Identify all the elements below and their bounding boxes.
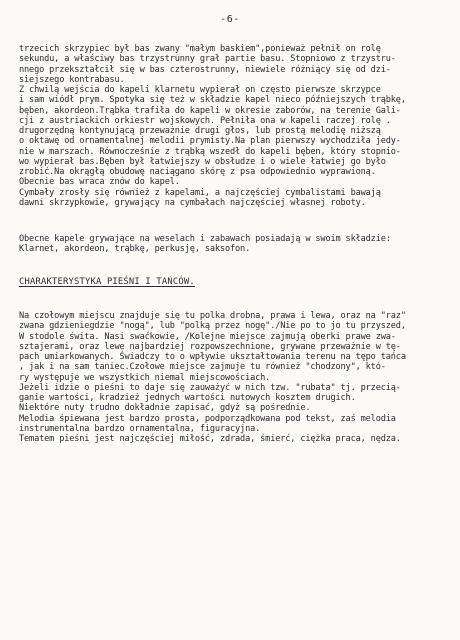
text-line: Na czołowym miejscu znajduje się tu polka drobna, prawa i lewa, oraz na "raz" [19, 311, 406, 321]
text-line: dawni skrzypkowie, grywający na cymbałach najczęściej własnej roboty. [19, 197, 366, 208]
text-line: Niektóre nuty trudno dokładnie zapisać, gdyż są pośrednie. [19, 403, 311, 414]
paragraph-modern-bands [19, 234, 449, 255]
text-line: ry występuje we wszystkich niemal miejscowościach. [19, 372, 271, 383]
text-line: wo wypierał bas.Bęben był łatwiejszy w obsłudze i o wiele łatwiej go było [19, 156, 386, 167]
text-line: cji z austriackich orkiestr wojskowych. Pełniła ona w kapeli raczej rolę . [19, 115, 391, 126]
paragraph-songs-dances [19, 311, 449, 444]
page-number: -6- [220, 14, 240, 25]
text-line: bęben, akordeon.Trąbka trafiła do kapeli w okresie zaborów, na terenie Gali- [19, 105, 401, 116]
text-line: i sam wiódł prym. Spotyka się też w składzie kapel nieco późniejszych trąbkę, [19, 95, 406, 106]
text-line: Tematem pieśni jest najczęściej miłość, zdrada, śmierć, ciężka praca, nędza. [19, 434, 401, 444]
text-line: ganie wartości, kradzież jednych wartości nutowych kosztem drugich. [19, 393, 356, 403]
text-line: Obecnie bas wraca znów do kapel. [19, 177, 180, 188]
text-line: trzecich skrzypiec był bas zwany "małym baskiem",ponieważ pełnił on rolę [19, 44, 381, 54]
text-line: siejszego kontrabasu. [19, 74, 125, 85]
text-line: Cymbały zrosły się również z kapelami, a najczęściej cymbalistami bawają [19, 187, 381, 198]
text-line: drugorzędną kontynującą przeważnie drugi głos, lub prostą melodię niższą [19, 126, 381, 136]
paragraph-instruments [19, 44, 449, 208]
text-line: sekundu, a właściwy bas trzystrunny grał partie basu. Stopniowo z trzystru- [19, 54, 396, 65]
text-line: instrumentalna bardzo ornamentalna, figuracyjna. [19, 423, 261, 434]
text-line: pach umiarkowanych. Świadczy to o wpływie ukształtowania terenu na tępo tańca [19, 352, 406, 362]
text-line: nnego przekształcił się w bas czterostrunny, niewiele różniący się od dzi- [19, 64, 391, 75]
text-line: zwana gdzieniegdzie "nogą", lub "polką przez nogę"./Nie po to jo tu przyszed, [19, 321, 406, 332]
text-line: o oktawę od ornamentalnej melodii prymisty.Na plan pierwszy wychodziła jedy- [19, 136, 401, 147]
text-line: Obecne kapele grywające na weselach i zabawach posiadają w swoim składzie: [19, 234, 391, 244]
text-line: Z chwilą wejścia do kapeli klarnetu wypierał on często pierwsze skrzypce [19, 85, 381, 95]
text-line: Melodia śpiewana jest bardzo prosta, podporządkowana pod tekst, zaś melodia [19, 413, 396, 424]
text-line: W stodole świta. Nasi swaćkowie, /Kolejne miejsce zajmują oberki prawe zwa- [19, 331, 396, 342]
text-line: Klarnet, akordeon, trąbkę, perkusję, saksofon. [19, 244, 251, 255]
section-heading: CHARAKTERYSTYKA PIEŚNI I TAŃCÓW. [19, 277, 195, 287]
text-line: Jeżeli idzie o pieśni to daje się zauważyć w nich tzw. "rubata" tj. przecią- [19, 382, 401, 393]
text-line: nie w marszach. Równocześnie z trąbką wszedł do kapeli bęben, który stopnio- [19, 146, 401, 157]
text-line: sztajerami, oraz lewe najbardziej rozpowszechnione, grywane przeważnie w tę- [19, 341, 401, 352]
text-line: zrobić.Na okrągłą obudowę naciągano skórę z psa odpowiednio wyprawioną. [19, 167, 376, 177]
text-line: , jak i na sam taniec.Czołowe miejsce zajmuje tu również "chodzony", któ- [19, 362, 386, 373]
